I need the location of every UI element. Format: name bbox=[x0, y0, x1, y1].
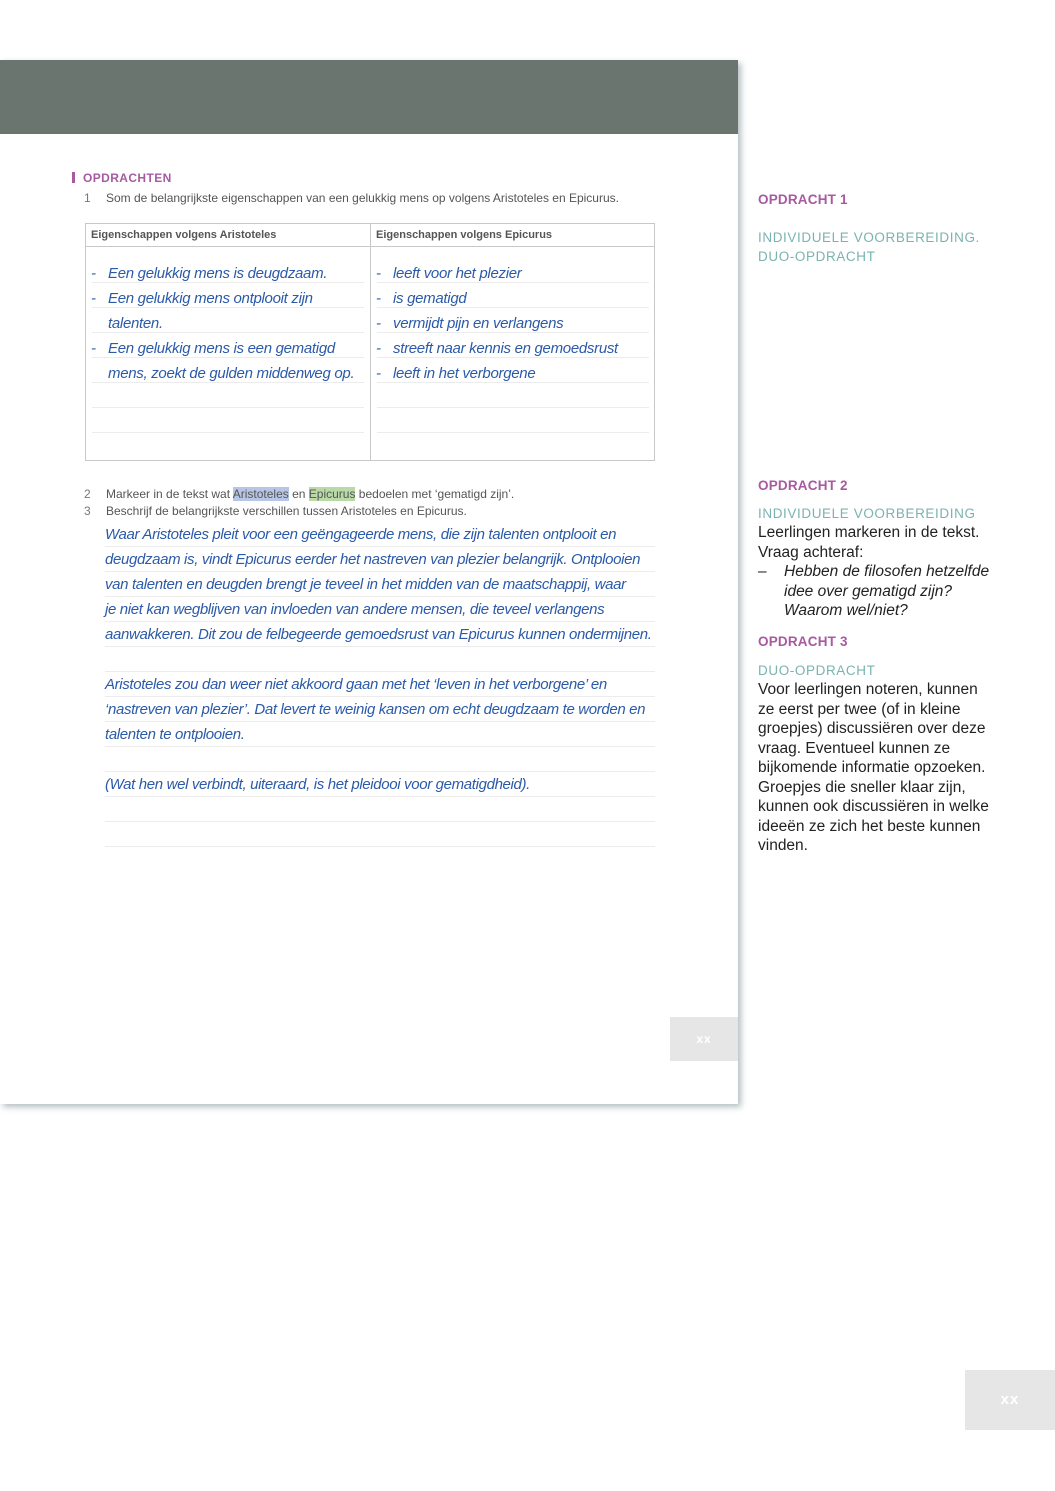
opdracht-1-sub: INDIVIDUELE VOORBEREIDING. DUO-OPDRACHT bbox=[758, 230, 980, 264]
answer-line: van talenten en deugden brengt je teveel in het midden van de maatschappij, waar bbox=[105, 572, 655, 597]
epicurus-item: - streeft naar kennis en gemoedsrust bbox=[376, 340, 618, 357]
answer-line: je niet kan wegblijven van invloeden van andere mensen, die teveel verlangens bbox=[105, 597, 655, 622]
question-2: 2 Markeer in de tekst wat Aristoteles en Epicurus bedoelen met ‘gematigd zijn’. bbox=[84, 487, 515, 501]
aristoteles-item-cont: mens, zoekt de gulden middenweg op. bbox=[108, 365, 355, 382]
opdracht-2-bullet: – Hebben de filosofen hetzelfde idee over gematigd zijn? Waarom wel/niet? bbox=[758, 563, 990, 619]
highlight-epicurus: Epicurus bbox=[308, 487, 356, 501]
aristoteles-item: - Een gelukkig mens is een gematigd bbox=[91, 340, 335, 357]
section-bar bbox=[72, 172, 75, 183]
epicurus-item: - leeft in het verborgene bbox=[376, 365, 536, 382]
answer-line: Aristoteles zou dan weer niet akkoord gaan met het ‘leven in het verborgene’ en bbox=[105, 672, 655, 697]
question-3: 3 Beschrijf de belangrijkste verschillen tussen Aristoteles en Epicurus. bbox=[84, 504, 467, 518]
opdracht-2-sub: INDIVIDUELE VOORBEREIDING bbox=[758, 506, 976, 521]
col-header-aristoteles: Eigenschappen volgens Aristoteles bbox=[91, 229, 277, 241]
answer-line bbox=[105, 747, 655, 772]
epicurus-item: - is gematigd bbox=[376, 290, 467, 307]
aristoteles-item-cont: talenten. bbox=[108, 315, 163, 332]
section-title: OPDRACHTEN bbox=[72, 171, 172, 185]
opdracht-3-text: Voor leerlingen noteren, kunnen ze eerst per twee (of in kleine groepjes) discussiëren over deze vraag. Eventueel kunnen ze bijkomende informatie opzoeken. Groepjes die sneller klaar zijn, kunnen ook discussiëren in welke ideeën ze zich het beste kunnen vinden. bbox=[758, 681, 989, 854]
epicurus-item: - leeft voor het plezier bbox=[376, 265, 522, 282]
aristoteles-item: - Een gelukkig mens ontplooit zijn bbox=[91, 290, 313, 307]
page-header-band bbox=[0, 60, 738, 134]
answer-line: talenten te ontplooien. bbox=[105, 722, 655, 747]
question-1: 1 Som de belangrijkste eigenschappen van een gelukkig mens op volgens Aristoteles en Epicurus. bbox=[84, 191, 619, 205]
col-header-epicurus: Eigenschappen volgens Epicurus bbox=[376, 229, 553, 241]
answer-line: aanwakkeren. Dit zou de felbegeerde gemoedsrust van Epicurus kunnen ondermijnen. bbox=[105, 622, 655, 647]
opdracht-3-title: OPDRACHT 3 bbox=[758, 634, 848, 649]
answer-line: ‘nastreven van plezier’. Dat levert te weinig kansen om echt deugdzaam te worden en bbox=[105, 697, 655, 722]
answer-line bbox=[105, 797, 655, 822]
opdracht-2-text: Leerlingen markeren in de tekst. Vraag achteraf: – Hebben de filosofen hetzelfde idee over gematigd zijn? Waarom wel/niet? bbox=[758, 524, 990, 619]
answer-line: (Wat hen wel verbindt, uiteraard, is het pleidooi voor gematigdheid). bbox=[105, 772, 655, 797]
page-number-outer: xx bbox=[965, 1370, 1055, 1430]
answer-line bbox=[105, 647, 655, 672]
answer-line bbox=[105, 822, 655, 847]
opdracht-1-title: OPDRACHT 1 bbox=[758, 192, 848, 207]
aristoteles-item: - Een gelukkig mens is deugdzaam. bbox=[91, 265, 328, 282]
properties-table bbox=[85, 223, 655, 461]
highlight-aristoteles: Aristoteles bbox=[232, 487, 289, 501]
opdracht-3-sub: DUO-OPDRACHT bbox=[758, 663, 876, 678]
page-number-inner: xx bbox=[670, 1017, 738, 1061]
answer-text bbox=[105, 522, 655, 847]
workbook-page bbox=[0, 60, 738, 1104]
opdracht-2-title: OPDRACHT 2 bbox=[758, 478, 848, 493]
answer-line: deugdzaam is, vindt Epicurus eerder het nastreven van plezier belangrijk. Ontplooien bbox=[105, 547, 655, 572]
answer-line: Waar Aristoteles pleit voor een geëngageerde mens, die zijn talenten ontplooit en bbox=[105, 522, 655, 547]
epicurus-item: - vermijdt pijn en verlangens bbox=[376, 315, 564, 332]
